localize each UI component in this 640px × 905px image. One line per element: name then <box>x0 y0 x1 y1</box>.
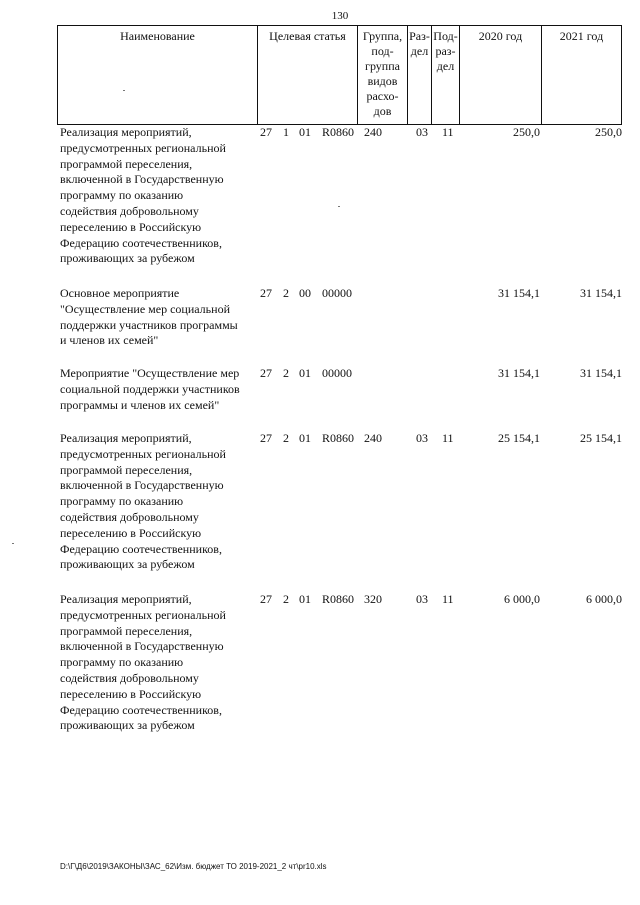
code-part: 00000 <box>322 286 352 300</box>
header-section: Раз- дел <box>407 26 431 124</box>
code-part: 27 <box>260 592 272 606</box>
header-2021: 2021 год <box>541 26 622 124</box>
value-2021: 6 000,0 <box>586 592 622 606</box>
section-code: 03 <box>416 125 428 139</box>
row-name: Реализация мероприятий, предусмотренных региональной программой переселения, включенной в Государственную программу по оказанию содействия добровольному переселению в Российскую Федерацию соотечественников, проживающих за рубежом <box>60 431 226 572</box>
code-part: 2 <box>283 366 289 380</box>
header-group: Группа, под- группа видов расхо- дов <box>357 26 407 124</box>
code-part: 00 <box>299 286 311 300</box>
table-header <box>57 25 622 125</box>
value-2021: 31 154,1 <box>580 286 622 300</box>
row-name: Мероприятие "Осуществление мер социальной поддержки участников программы и членов их семей" <box>60 366 240 412</box>
group-code: 320 <box>364 592 382 606</box>
code-part: 01 <box>299 366 311 380</box>
code-part: R0860 <box>322 431 355 445</box>
code-part: 27 <box>260 125 272 139</box>
file-path: D:\Г\Д6\2019\ЗАКОНЫ\ЗАС_62\Изм. бюджет ТО 2019-2021_2 чт\pr10.xls <box>60 862 327 871</box>
value-2020: 250,0 <box>513 125 540 139</box>
section-code: 03 <box>416 431 428 445</box>
code-part: 01 <box>299 431 311 445</box>
page-number: 130 <box>331 10 349 22</box>
section-code: 03 <box>416 592 428 606</box>
subsection-code: 11 <box>442 431 454 445</box>
value-2021: 31 154,1 <box>580 366 622 380</box>
code-part: 2 <box>283 431 289 445</box>
subsection-code: 11 <box>442 125 454 139</box>
value-2020: 25 154,1 <box>498 431 540 445</box>
group-code: 240 <box>364 431 382 445</box>
row-name: Реализация мероприятий, предусмотренных региональной программой переселения, включенной в Государственную программу по оказанию содействия добровольному переселению в Российскую Федерацию соотечественников, проживающих за рубежом <box>60 125 226 266</box>
code-part: 01 <box>299 125 311 139</box>
scan-speck <box>12 543 14 544</box>
header-subsection: Под- раз- дел <box>431 26 459 124</box>
group-code: 240 <box>364 125 382 139</box>
value-2021: 25 154,1 <box>580 431 622 445</box>
code-part: 27 <box>260 431 272 445</box>
code-part: 00000 <box>322 366 352 380</box>
row-name: Реализация мероприятий, предусмотренных региональной программой переселения, включенной в Государственную программу по оказанию содействия добровольному переселению в Российскую Федерацию соотечественников, проживающих за рубежом <box>60 592 226 733</box>
scan-speck <box>338 206 340 207</box>
row-name: Основное мероприятие "Осуществление мер социальной поддержки участников программы и членов их семей" <box>60 286 238 348</box>
code-part: 01 <box>299 592 311 606</box>
header-name: Наименование <box>57 26 257 124</box>
code-part: R0860 <box>322 592 355 606</box>
code-part: 2 <box>283 592 289 606</box>
code-part: R0860 <box>322 125 355 139</box>
code-part: 27 <box>260 286 272 300</box>
header-target-article: Целевая статья <box>257 26 357 124</box>
value-2020: 6 000,0 <box>504 592 540 606</box>
value-2021: 250,0 <box>595 125 622 139</box>
scan-speck <box>123 90 125 91</box>
header-2020: 2020 год <box>459 26 541 124</box>
value-2020: 31 154,1 <box>498 286 540 300</box>
code-part: 2 <box>283 286 289 300</box>
value-2020: 31 154,1 <box>498 366 540 380</box>
code-part: 1 <box>283 125 289 139</box>
code-part: 27 <box>260 366 272 380</box>
subsection-code: 11 <box>442 592 454 606</box>
